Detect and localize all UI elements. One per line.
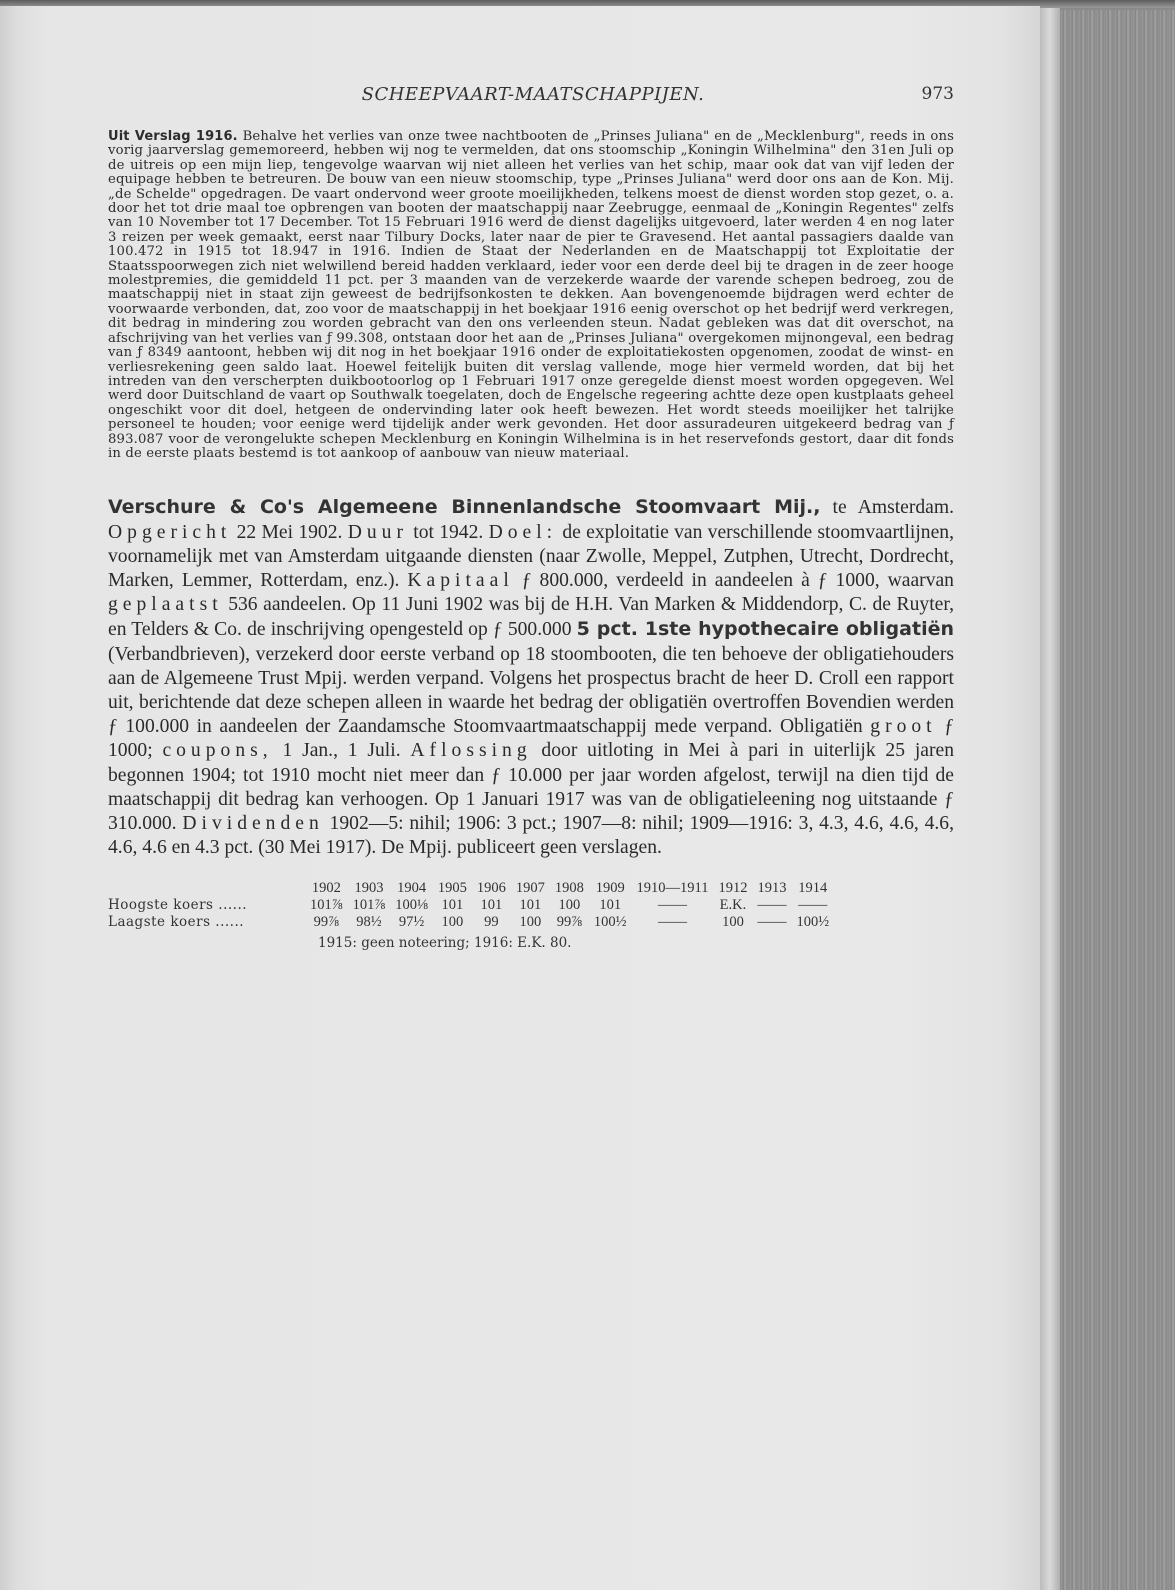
coupons-value: 1 Jan., 1 Juli. xyxy=(272,740,411,762)
bond-title: 5 pct. 1ste hypothecaire obligatiën xyxy=(576,618,954,641)
price-table-corner xyxy=(108,880,305,897)
capital-value: ƒ 800.000, verdeeld in aandeelen à ƒ 1000, waarvan xyxy=(513,569,954,591)
founded-label: Opgericht xyxy=(108,521,232,543)
row-label: Laagste koers ...... xyxy=(108,913,245,930)
issued-label: geplaatst xyxy=(108,594,223,616)
year-header: 1912 xyxy=(718,879,748,896)
price-cell: 100 xyxy=(519,913,542,930)
page-gutter-edge xyxy=(1040,8,1060,1590)
table-row-highest-price xyxy=(108,897,834,914)
stacked-page-edges xyxy=(1060,10,1175,1590)
price-cell: 97½ xyxy=(398,913,425,930)
dividends-value: 1902—5: nihil; 1906: 3 pct.; 1907—8: nihil; 1909—1916: 3, 4.3, 4.6, 4.6, 4.6, 4.6, 4.6 en 4.3 pct. (30 Mei 1917). De Mpij. publiceert geen verslagen. xyxy=(108,812,954,859)
year-header: 1908 xyxy=(554,879,584,896)
company-location: te Amsterdam. xyxy=(820,497,955,519)
report-text: Behalve het verlies van onze twee nachtbooten de „Prinses Juliana" en de „Mecklenburg", reeds in ons vorig jaarverslag gememoreerd, hebben wij nog te vermelden, dat ons stoomschip „Koningin Wilhelmina" den 31en Juli op de uitreis op een mijn liep, tengevolge waarvan wij niet alleen het verlies van het schip, maar ook dat van vijf leden der equipage hebben te betreuren. De bouw van een nieuw stoomschip, type „Prinses Juliana" werd door ons aan de Kon. Mij. „de Schelde" opgedragen. De vaart ondervond weer groote moeilijkheden, telkens moest de dienst worden stop gezet, o. a. door het tot drie maal toe opbrengen van booten der maatschappij naar Zeebrugge, eenmaal de „Koningin Regentes" zelfs van 10 November tot 17 December. Tot 15 Februari 1916 werd de dienst dagelijks uitgevoerd, later werden 4 en nog later 3 reizen per week gemaakt, eerst naar Tilbury Docks, later naar de pier te Gravesend. Het aantal passagiers daalde van 100.472 in 1915 tot 18.947 in 1916. Indien de Staat der Nederlanden en de Maatschappij tot Exploitatie der Staatsspoorwegen zich niet welwillend bereid hadden verklaard, ieder voor een derde deel bij te dragen in de zeer hooge molestpremies, die gemiddeld 11 pct. per 3 maanden van de verzekerde waarde der varende schepen bedroeg, zou de maatschappij niet in staat zijn geweest de bedrijfsonkosten te dekken. Aan bovengenoemde bijdragen werd echter de voorwaarde verbonden, dat, zoo voor de maatschappij in het boekjaar 1916 eenig overschot op het bedrijf werd verkregen, dit bedrag in mindering zou worden gebracht van den ons verleenden steun. Nadat gebleken was dat dit overschot, na afschrijving van het verlies van ƒ 99.308, ontstaan door het aan de „Prinses Juliana" overgekomen mijnongeval, een bedrag van ƒ 8349 aantoont, hebben wij dit nog in het boekjaar 1916 onder de exploitatiekosten opgenomen, zoodat de winst- en verliesrekening geen saldo laat. Hoewel feitelijk buiten dit verslag vallende, moge hier vermeld worden, dat bij het intreden van den verscherpten duikbootoorlog op 1 Februari 1917 onze geregelde dienst moest worden opgegeven. Wel werd door Duitschland de vaart op Southwalk toegelaten, doch de Engelsche regeering achtte deze open kustplaats geheel ongeschikt voor dit doel, hetgeen de ondervinding later ook heeft bewezen. Het wordt steeds moeilijker het talrijke personeel te houden; voor eenige werd tijdelijk ander werk gevonden. Het door assuradeuren uitgekeerd bedrag van ƒ 893.087 voor de verongelukte schepen Mecklenburg en Koningin Wilhelmina is in het reservefonds gestort, daar dit fonds in de eerste plaats bestemd is tot aankoop of aanbouw van nieuw materiaal. xyxy=(108,129,955,461)
price-cell: —— xyxy=(798,896,828,913)
price-table xyxy=(108,880,834,931)
issued-value: 536 aandeelen. Op 11 Juni 1902 was bij de H.H. Van Marken & Middendorp, C. de Ruyter, en Telders & Co. de inschrijving opengesteld op ƒ 500.000 xyxy=(108,594,954,641)
annual-report-excerpt xyxy=(108,130,954,461)
price-cell: 101⅞ xyxy=(352,896,386,913)
page-number: 973 xyxy=(921,84,954,104)
dividends-label: Dividenden xyxy=(182,812,324,834)
price-cell: 100 xyxy=(558,896,581,913)
price-cell: 99⅞ xyxy=(556,913,583,930)
price-cell: 101 xyxy=(599,896,622,913)
price-cell: 100½ xyxy=(796,913,830,930)
price-cell: —— xyxy=(657,896,687,913)
year-header: 1910—1911 xyxy=(636,879,709,896)
duration-label: Duur xyxy=(347,521,408,543)
table-row-lowest-price xyxy=(108,914,834,931)
company-name: Verschure & Co's Algemeene Binnenlandsche Stoomvaart Mij., xyxy=(108,496,821,519)
year-header: 1907 xyxy=(515,879,545,896)
coupons-label: coupons, xyxy=(162,740,273,762)
price-cell: 101 xyxy=(441,896,464,913)
year-header: 1909 xyxy=(595,879,625,896)
row-label: Hoogste koers ...... xyxy=(108,896,248,913)
year-header: 1906 xyxy=(476,879,506,896)
year-header: 1913 xyxy=(757,879,787,896)
purpose-value: de exploitatie van verschillende stoomvaartlijnen, voornamelijk met van Amsterdam uitgaande diensten (naar Zwolle, Meppel, Zutphen, Utrecht, Dordrecht, Marken, Lemmer, Rotterdam, enz.). xyxy=(108,521,954,591)
denomination-value: ƒ 1000; xyxy=(108,716,954,762)
year-header: 1905 xyxy=(437,879,467,896)
page-content xyxy=(108,84,954,951)
purpose-label: Doel: xyxy=(488,521,558,543)
price-cell: E.K. xyxy=(719,896,747,913)
price-cell: 101 xyxy=(519,896,542,913)
price-cell: 100½ xyxy=(593,913,627,930)
running-head xyxy=(112,84,954,114)
price-cell: —— xyxy=(657,913,687,930)
report-lead: Uit Verslag 1916. xyxy=(108,129,238,144)
company-entry xyxy=(108,495,954,860)
price-cell: 98½ xyxy=(356,913,382,930)
price-cell: 101 xyxy=(480,896,503,913)
price-cell: —— xyxy=(757,913,787,930)
year-header: 1902 xyxy=(311,879,341,896)
year-header: 1903 xyxy=(354,879,384,896)
price-cell: 100⅛ xyxy=(395,896,428,913)
running-title: SCHEEPVAART-MAATSCHAPPIJEN. xyxy=(361,84,705,105)
price-cell: 101⅞ xyxy=(310,896,343,913)
year-header: 1904 xyxy=(397,879,427,896)
price-cell: 99⅞ xyxy=(313,913,339,930)
price-cell: 100 xyxy=(441,913,464,930)
price-cell: 100 xyxy=(722,913,744,930)
price-cell: 99 xyxy=(484,913,499,930)
price-table-footnote: 1915: geen noteering; 1916: E.K. 80. xyxy=(318,934,572,951)
duration-value: tot 1942. xyxy=(407,521,489,543)
denomination-label: groot xyxy=(870,716,937,738)
capital-label: Kapitaal xyxy=(407,569,514,591)
founded-value: 22 Mei 1902. xyxy=(231,521,348,543)
bond-text: (Verbandbrieven), verzekerd door eerste verband op 18 stoombooten, die ten behoeve der obligatiehouders aan de Algemeene Trust Mpij. werden verpand. Volgens het prospectus bracht de heer D. Croll een rapport uit, berichtende dat deze schepen alleen in waarde het bedrag der obligatiën overtroffen Bovendien werden ƒ 100.000 in aandeelen der Zaandamsche Stoomvaartmaatschappij mede verpand. Obligatiën xyxy=(108,643,954,738)
redemption-value: door uitloting in Mei à pari in uiterlijk 25 jaren begonnen 1904; tot 1910 mocht niet meer dan ƒ 10.000 per jaar worden afgelost, terwijl na dien tijd de maatschappij dit bedrag kan verhoogen. Op 1 Januari 1917 was van de obligatieleening nog uitstaande ƒ 310.000. xyxy=(108,740,954,834)
year-header: 1914 xyxy=(798,879,828,896)
price-cell: —— xyxy=(757,896,787,913)
price-table-header-row xyxy=(108,880,834,897)
redemption-label: Aflossing xyxy=(410,740,532,762)
